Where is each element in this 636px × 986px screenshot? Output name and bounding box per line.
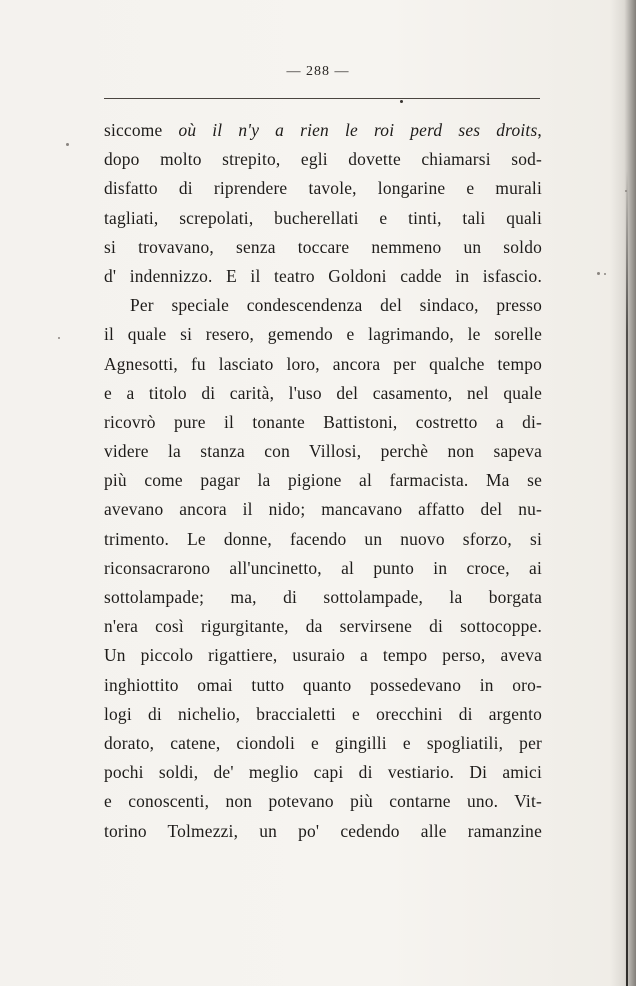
text-line-8: il quale si resero, gemendo e lagrimando, le sorelle (104, 324, 542, 345)
text-line-23: pochi soldi, de' meglio capi di vestiario. Di amici (104, 762, 542, 783)
header-rule (104, 98, 540, 99)
text-line-6: d' indennizzo. E il teatro Goldoni cadde in isfascio. (104, 265, 542, 286)
text-line-11: ricovrò pure il tonante Battistoni, costretto a di- (104, 411, 542, 432)
text-line-21: logi di nichelio, braccialetti e orecchini di argento (104, 703, 542, 724)
paper-speck (597, 272, 600, 275)
text-line-19: Un piccolo rigattiere, usuraio a tempo perso, aveva (104, 645, 542, 666)
text-line-17: sottolampade; ma, di sottolampade, la borgata (104, 587, 542, 607)
text-line-20: inghiottito omai tutto quanto possedevano in oro- (104, 674, 542, 695)
paper-speck (66, 143, 69, 146)
text-line-15: trimento. Le donne, facendo un nuovo sforzo, si (104, 528, 542, 549)
text-line-18: n'era così rigurgitante, da servirsene di sottocoppe. (104, 616, 542, 637)
text-line-1-start: siccome (104, 120, 179, 140)
text-line-10: e a titolo di carità, l'uso del casamento, nel quale (104, 382, 542, 403)
text-line-12: videre la stanza con Villosi, perchè non sapeva (104, 441, 542, 462)
text-line-16: riconsacrarono all'uncinetto, al punto in croce, ai (104, 557, 542, 578)
paper-speck (604, 273, 606, 275)
text-line-1-end: , (537, 120, 542, 140)
page-number-header: — 288 — (286, 64, 350, 79)
french-quotation: où il n'y a rien le roi perd ses droits (178, 120, 538, 140)
rule-speck (400, 100, 403, 103)
paper-speck (58, 337, 60, 339)
text-line-5: si trovavano, senza toccare nemmeno un soldo (104, 236, 542, 257)
page-edge-line (626, 170, 628, 986)
text-line-2: dopo molto strepito, egli dovette chiamarsi sod- (104, 149, 542, 170)
body-text (104, 116, 542, 846)
paper-speck (625, 190, 627, 192)
page-edge-shadow (610, 0, 636, 986)
text-line-24: e conoscenti, non potevano più contarne uno. Vit- (104, 791, 542, 812)
text-line-1 (104, 116, 542, 145)
text-line-14: avevano ancora il nido; mancavano affatto del nu- (104, 499, 542, 520)
text-line-25: torino Tolmezzi, un po' cedendo alle ramanzine (104, 820, 542, 841)
text-line-4: tagliati, screpolati, bucherellati e tinti, tali quali (104, 207, 542, 228)
text-line-13: più come pagar la pigione al farmacista. Ma se (104, 470, 542, 491)
text-line-9: Agnesotti, fu lasciato loro, ancora per qualche tempo (104, 353, 542, 374)
text-line-22: dorato, catene, ciondoli e gingilli e spogliatili, per (104, 732, 542, 753)
text-line-7: Per speciale condescendenza del sindaco, presso (130, 295, 542, 316)
text-line-3: disfatto di riprendere tavole, longarine e murali (104, 178, 542, 199)
